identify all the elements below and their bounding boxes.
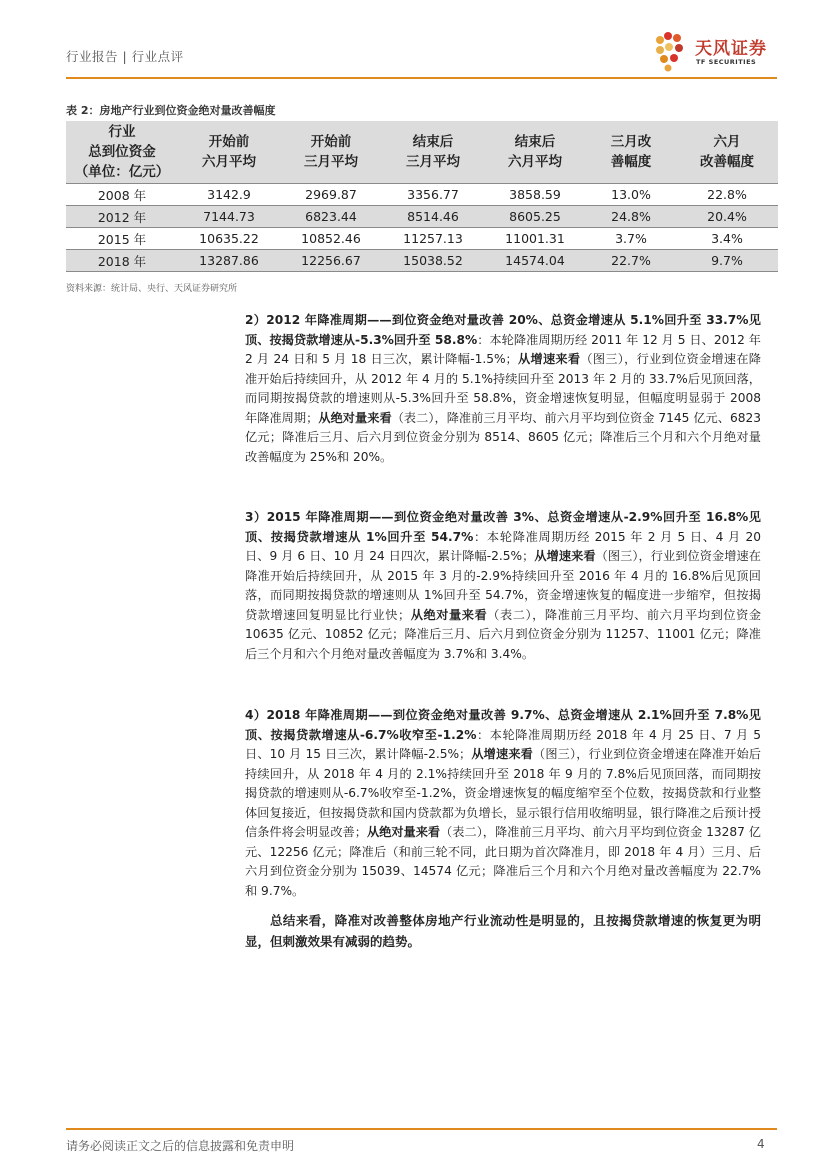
para-bold: 从增速来看 (534, 549, 596, 563)
table-cell: 11001.31 (484, 228, 586, 250)
table-cell: 3.7% (586, 228, 676, 250)
para-bold: 从增速来看 (471, 747, 533, 761)
table-cell: 2018 年 (66, 250, 178, 272)
table-row (66, 250, 778, 272)
para-bold: 2）2012 年降准周期——到位资金绝对量改善 20%、总资金增速从 5.1%回升至 33.7%见顶、按揭贷款增速从-5.3%回升至 58.8% (245, 313, 761, 347)
table-cell: 12256.67 (280, 250, 382, 272)
table-cell: 6823.44 (280, 206, 382, 228)
table-caption: 表 2：房地产行业到位资金绝对量改善幅度 (66, 104, 276, 117)
table-cell: 24.8% (586, 206, 676, 228)
table-cell: 2008 年 (66, 184, 178, 206)
table-cell: 10852.46 (280, 228, 382, 250)
table-cell: 9.7% (676, 250, 778, 272)
col-header: 三月改 善幅度 (586, 121, 676, 184)
col-header: 开始前 三月平均 (280, 121, 382, 184)
para-bold: 4）2018 年降准周期——到位资金绝对量改善 9.7%、总资金增速从 2.1%回升至 7.8%见顶、按揭贷款增速从-6.7%收窄至-1.2% (245, 708, 761, 742)
table-cell: 13.0% (586, 184, 676, 206)
col-header: 结束后 三月平均 (382, 121, 484, 184)
col-header: 结束后 六月平均 (484, 121, 586, 184)
footer-divider (66, 1128, 777, 1130)
col-header: 六月 改善幅度 (676, 121, 778, 184)
table-cell: 11257.13 (382, 228, 484, 250)
para-bold: 从绝对量来看 (318, 410, 392, 425)
logo-subtitle: TF SECURITIES (696, 58, 757, 66)
table-cell: 22.7% (586, 250, 676, 272)
col-header: 开始前 六月平均 (178, 121, 280, 184)
para-bold: 从绝对量来看 (366, 825, 441, 839)
summary-paragraph: 总结来看，降准对改善整体房地产行业流动性是明显的，且按揭贷款增速的恢复更为明显，但刺激效果有减弱的趋势。 (245, 913, 761, 949)
table-header-row (66, 121, 778, 184)
para-bold: 从增速来看 (517, 352, 581, 366)
para-text: （表二），降准前三月平均、前六月平均到位资金 13287 亿元、12256 亿元；降准后（和前三轮不同，此日期为首次降准月，即 2018 年 4 月）三月、后六月到位资金分别为 15039、14574 亿元；降准后三个月和六个月绝对量改善幅度为 22.7%和 9.7%。 (245, 825, 761, 898)
para-text: ：本轮降准周期历经 2015 年 2 月 5 日、4 月 20 日、9 月 6 日、10 月 24 日四次，累计降幅-2.5%； (245, 529, 761, 563)
paragraph-2012 (245, 311, 761, 467)
table-cell: 2015 年 (66, 228, 178, 250)
table-row (66, 228, 778, 250)
paragraph-2018 (245, 706, 761, 901)
logo-name: 天风证券 (695, 39, 767, 59)
table-cell: 15038.52 (382, 250, 484, 272)
table-cell: 20.4% (676, 206, 778, 228)
table-cell: 3858.59 (484, 184, 586, 206)
header-divider (66, 77, 777, 79)
para-text: （表二），降准前三月平均、前六月平均到位资金 10635 亿元、10852 亿元；降准后三月、后六月到位资金分别为 11257、11001 亿元；降准后三个月和六个月绝对量改善幅度为 3.7%和 3.4%。 (245, 607, 762, 661)
table-cell: 2969.87 (280, 184, 382, 206)
table-row (66, 206, 778, 228)
table-cell: 2012 年 (66, 206, 178, 228)
col-header: 行业 总到位资金 （单位：亿元） (66, 121, 178, 184)
header-category: 行业报告 | 行业点评 (66, 49, 184, 64)
para-text: （图三），行业到位资金增速在降准开始后持续回升，从 2015 年 3 月的-2.9%持续回升至 2016 年 4 月的 16.8%后见顶回落，而同期按揭贷款的增速则从 1%回升至 54.7%，资金增速恢复的幅度进一步缩窄，但按揭贷款增速回复明显比行业快； (245, 549, 761, 622)
table-cell: 13287.86 (178, 250, 280, 272)
footer-disclaimer: 请务必阅读正文之后的信息披露和免责申明 (66, 1139, 295, 1153)
table-cell: 3356.77 (382, 184, 484, 206)
para-text: ：本轮降准周期历经 2018 年 4 月 25 日、7 月 5 日、10 月 15 日三次，累计降幅-2.5%； (245, 727, 761, 761)
paragraph-2015 (245, 508, 761, 664)
para-bold: 3）2015 年降准周期——到位资金绝对量改善 3%、总资金增速从-2.9%回升至 16.8%见顶、按揭贷款增速从 1%回升至 54.7% (245, 510, 761, 544)
table-cell: 7144.73 (178, 206, 280, 228)
table-cell: 8605.25 (484, 206, 586, 228)
page-number: 4 (757, 1137, 765, 1151)
table-cell: 3142.9 (178, 184, 280, 206)
table-cell: 8514.46 (382, 206, 484, 228)
table-source: 资料来源：统计局、央行、天风证券研究所 (66, 284, 238, 294)
para-text: （图三），行业到位资金增速在降准开始后持续回升，从 2012 年 4 月的 5.1%持续回升至 2013 年 2 月的 33.7%后见顶回落，而同期按揭贷款的增速则从-5.3%回升至 58.8%，资金增速恢复明显，但幅度明显弱于 2008 年降准周期； (245, 352, 761, 425)
table-cell: 3.4% (676, 228, 778, 250)
para-text: ：本轮降准周期历经 2011 年 12 月 5 日、2012 年 2 月 24 日和 5 月 18 日三次，累计降幅-1.5%； (245, 332, 761, 366)
table-cell: 22.8% (676, 184, 778, 206)
table-row (66, 184, 778, 206)
table-cell: 14574.04 (484, 250, 586, 272)
para-text: （图三），行业到位资金增速在降准开始后持续回升，从 2018 年 4 月的 2.1%持续回升至 2018 年 9 月的 7.8%后见顶回落，而同期按揭贷款的增速则从-6.7%收窄至-1.2%，资金增速恢复的幅度缩窄至个位数，按揭贷款和行业整体回复接近，但按揭贷款和国内贷款都为负增长，显示银行信用收缩明显，银行降准之后预计授信条件将会明显改善； (245, 747, 761, 839)
para-bold: 从绝对量来看 (410, 607, 488, 622)
funding-table (66, 121, 778, 272)
table-cell: 10635.22 (178, 228, 280, 250)
para-text: （表二），降准前三月平均、前六月平均到位资金 7145 亿元、6823 亿元；降准后三月、后六月到位资金分别为 8514、8605 亿元；降准后三个月和六个月绝对量改善幅度为 25%和 20%。 (245, 410, 762, 464)
